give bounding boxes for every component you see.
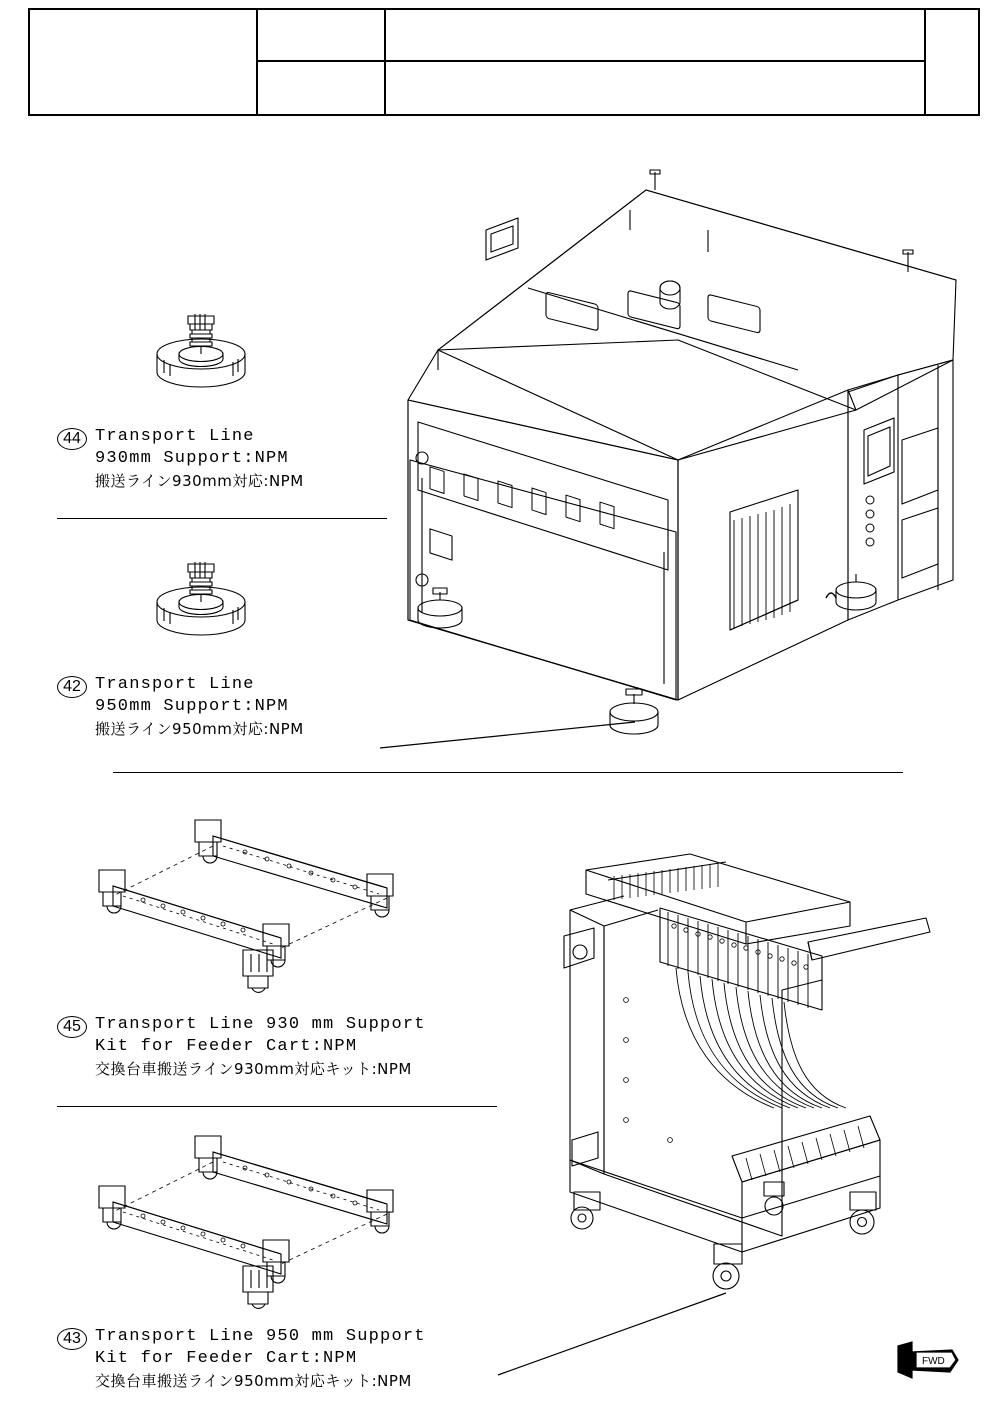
item-label-42-line2: 950mm Support:NPM xyxy=(95,697,289,716)
cart-rail-kit-icon-45 xyxy=(95,808,415,998)
section-divider xyxy=(113,772,903,773)
fwd-badge-text: FWD xyxy=(922,1356,945,1367)
item-label-44 xyxy=(95,426,304,492)
item-label-42 xyxy=(95,674,304,740)
title-block-cell-c-top xyxy=(386,10,924,62)
title-block-cell-b-bottom-text xyxy=(258,62,384,70)
item-number-42: 42 xyxy=(57,676,87,698)
title-block-cell-d-text xyxy=(926,10,978,18)
leveling-foot-icon-44 xyxy=(150,310,260,400)
npm-placement-machine-illustration xyxy=(378,160,978,750)
title-block-cell-b-top-text xyxy=(258,10,384,18)
title-block-cell-a xyxy=(30,10,258,114)
item-number-44: 44 xyxy=(57,428,87,450)
item-label-43-line2: Kit for Feeder Cart:NPM xyxy=(95,1349,358,1368)
title-block-cell-b-top xyxy=(258,10,384,62)
item-label-44-line2: 930mm Support:NPM xyxy=(95,449,289,468)
item-label-44-jp: 搬送ライン930mm対応:NPM xyxy=(95,472,304,490)
item-number-43: 43 xyxy=(57,1328,87,1350)
item-label-44-line1: Transport Line xyxy=(95,427,255,446)
item-number-45: 45 xyxy=(57,1016,87,1038)
item-label-43-jp: 交換台車搬送ライン950mm対応キット:NPM xyxy=(95,1372,412,1390)
title-block-cell-c-bottom xyxy=(386,62,924,114)
item-label-43-line1: Transport Line 950 mm Support xyxy=(95,1327,426,1346)
item-label-42-line1: Transport Line xyxy=(95,675,255,694)
fwd-direction-badge xyxy=(894,1340,950,1374)
title-block-cell-c-bottom-text xyxy=(386,62,924,70)
title-block-cell-c-top-text xyxy=(386,10,924,18)
item-label-45-jp: 交換台車搬送ライン930mm対応キット:NPM xyxy=(95,1060,412,1078)
divider-under-item-45 xyxy=(57,1106,497,1107)
feeder-cart-illustration xyxy=(550,840,950,1340)
item-label-42-jp: 搬送ライン950mm対応:NPM xyxy=(95,720,304,738)
title-block-cell-b-bottom xyxy=(258,62,384,114)
item-label-45-line2: Kit for Feeder Cart:NPM xyxy=(95,1037,358,1056)
title-block-cell-c xyxy=(386,10,926,114)
leveling-foot-icon-42 xyxy=(150,558,260,648)
title-block-cell-d xyxy=(926,10,978,114)
item-label-45-line1: Transport Line 930 mm Support xyxy=(95,1015,426,1034)
divider-under-item-44 xyxy=(57,518,387,519)
title-block-table xyxy=(28,8,980,116)
title-block-cell-a-text xyxy=(30,10,256,18)
title-block-cell-b xyxy=(258,10,386,114)
cart-rail-kit-icon-43 xyxy=(95,1124,415,1314)
item-label-45 xyxy=(95,1014,426,1080)
item-label-43 xyxy=(95,1326,426,1392)
